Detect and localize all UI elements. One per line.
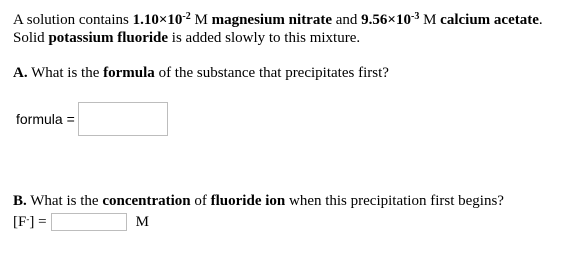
unit-molar-2: M bbox=[419, 12, 441, 28]
concentration-1-mantissa: 1.10×10 bbox=[132, 12, 183, 28]
question-b-letter: B. bbox=[13, 193, 27, 209]
concentration-unit: M bbox=[135, 213, 149, 230]
fluoride-concentration-label bbox=[13, 214, 47, 231]
question-b-bold-term-2: fluoride ion bbox=[210, 193, 286, 209]
question-a-letter: A. bbox=[13, 65, 28, 81]
intro-text: A solution contains bbox=[13, 12, 133, 28]
conc-label-close: ] = bbox=[29, 213, 47, 230]
question-b-text-start: What is the bbox=[26, 193, 103, 209]
question-a-bold-term: formula bbox=[103, 65, 155, 81]
concentration-1 bbox=[133, 12, 191, 28]
question-a bbox=[13, 64, 389, 82]
formula-label: formula = bbox=[16, 111, 75, 127]
question-b-bold-term-1: concentration bbox=[102, 193, 191, 209]
conc-label-charge: - bbox=[26, 213, 30, 224]
conc-label-open: [F bbox=[13, 213, 27, 230]
problem-statement-line-2 bbox=[13, 29, 360, 47]
reagent-name: potassium fluoride bbox=[48, 30, 169, 46]
formula-answer-row bbox=[16, 100, 168, 138]
intro2-text-end: is added slowly to this mixture. bbox=[168, 30, 361, 46]
salt-2-name: calcium acetate bbox=[440, 12, 539, 28]
concentration-1-exponent: -2 bbox=[182, 11, 191, 22]
concentration-2 bbox=[361, 12, 419, 28]
formula-input[interactable] bbox=[78, 102, 168, 136]
question-a-text-end: of the substance that precipitates first? bbox=[154, 65, 389, 81]
conjunction-text: and bbox=[332, 12, 362, 28]
concentration-answer-row bbox=[13, 212, 149, 232]
question-b bbox=[13, 192, 504, 210]
intro2-text-start: Solid bbox=[13, 30, 49, 46]
question-b-text-end: when this precipitation first begins? bbox=[285, 193, 504, 209]
salt-1-name: magnesium nitrate bbox=[211, 12, 332, 28]
concentration-2-mantissa: 9.56×10 bbox=[361, 12, 411, 28]
question-a-text-start: What is the bbox=[27, 65, 104, 81]
concentration-2-exponent: -3 bbox=[410, 11, 420, 22]
sentence-period: . bbox=[538, 12, 543, 28]
question-b-text-mid: of bbox=[190, 193, 211, 209]
fluoride-concentration-input[interactable] bbox=[51, 213, 127, 231]
unit-molar: M bbox=[190, 12, 212, 28]
problem-statement-line-1 bbox=[13, 11, 543, 31]
